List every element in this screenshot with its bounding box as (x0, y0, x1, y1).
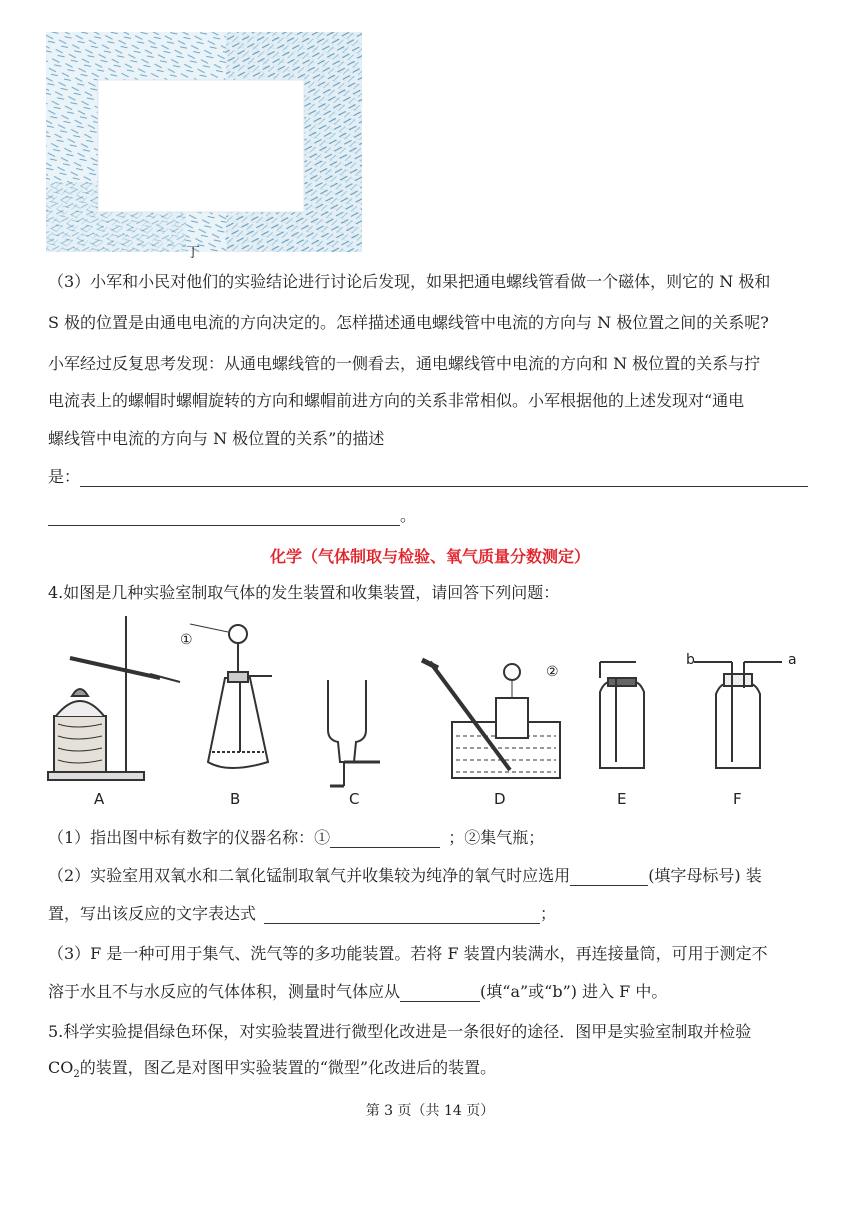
q4-part1-prefix: （1）指出图中标有数字的仪器名称：① (48, 828, 331, 847)
q4-part2-prefix: （2）实验室用双氧水和二氧化锰制取氧气并收集较为纯净的氧气时应选用 (48, 866, 571, 885)
q3-answer-prefix: 是： (48, 467, 81, 486)
q4-part2-line2 (48, 904, 556, 924)
q4-part2-blank[interactable] (570, 869, 648, 886)
page-footer: 第 3 页（共 14 页） (365, 1103, 495, 1119)
apparatus-drawing (40, 612, 820, 812)
q5-line-2 (48, 1058, 496, 1085)
q3-line-1: （3）小军和小民对他们的实验结论进行讨论后发现，如果把通电螺线管看做一个磁体，则它的 N 极和 (48, 272, 771, 291)
apparatus-label-a: A (94, 790, 105, 808)
apparatus-label-e: E (617, 790, 627, 808)
q4-part2-suffix: (填字母标号) 装 (648, 866, 762, 885)
q3-line-4: 电流表上的螺帽时螺帽旋转的方向和螺帽前进方向的关系非常相似。小军根据他的上述发现对“通电 (48, 391, 745, 410)
q3-answer-line-2 (48, 506, 416, 526)
apparatus-f-drawing (694, 662, 782, 768)
apparatus-a-drawing (48, 616, 180, 780)
q3-answer-blank-1[interactable] (80, 470, 808, 487)
q4-part3-line1: （3）F 是一种可用于集气、洗气等的多功能装置。若将 F 装置内装满水，再连接量筒，可用于测定不 (48, 944, 768, 963)
figure-label-ding: 丁 (186, 245, 200, 261)
q5-co: CO (48, 1058, 74, 1077)
section-title: 化学（气体制取与检验、氧气质量分数测定） (269, 547, 590, 566)
q4-part2-equation-blank[interactable] (264, 907, 540, 924)
q4-part2-line2-suffix: ； (540, 904, 557, 923)
q3-answer-line-1 (48, 467, 808, 487)
q4-part3-prefix: 溶于水且不与水反应的气体体积，测量时气体应从 (48, 982, 401, 1001)
q4-part2 (48, 866, 762, 886)
apparatus-label-f: F (733, 790, 742, 808)
q4-part2-line2-prefix: 置，写出该反应的文字表达式 (48, 904, 257, 923)
apparatus-e-drawing (600, 662, 644, 768)
q4-part1-suffix: ；②集气瓶； (448, 828, 545, 847)
q4-part1 (48, 828, 544, 848)
apparatus-c-drawing (328, 680, 380, 786)
tube-label-b: b (686, 652, 695, 668)
iron-filings-figure (46, 32, 362, 261)
q4-part1-blank[interactable] (330, 831, 440, 848)
apparatus-label-d: D (494, 790, 506, 808)
apparatus-d-drawing (422, 660, 560, 778)
q3-answer-blank-2[interactable] (48, 509, 400, 526)
apparatus-figure (40, 612, 820, 812)
q3-line-5: 螺线管中电流的方向与 N 极位置的关系”的描述 (48, 429, 385, 448)
apparatus-label-b: B (230, 790, 241, 808)
q3-line-2: S 极的位置是由通电电流的方向决定的。怎样描述通电螺线管中电流的方向与 N 极位置之间的关系呢? (48, 313, 769, 332)
marker-2: ② (546, 664, 559, 680)
magnetic-field-image (46, 32, 362, 252)
marker-1: ① (180, 632, 193, 648)
apparatus-b-drawing (190, 624, 272, 768)
tube-label-a: a (788, 652, 797, 668)
q4-part3-blank[interactable] (400, 985, 480, 1002)
q3-line-3: 小军经过反复思考发现：从通电螺线管的一侧看去，通电螺线管中电流的方向和 N 极位置的关系与拧 (48, 354, 761, 373)
q5-line-1: 5.科学实验提倡绿色环保，对实验装置进行微型化改进是一条很好的途径．图甲是实验室制取并检验 (48, 1022, 752, 1041)
q4-stem: 4.如图是几种实验室制取气体的发生装置和收集装置，请回答下列问题： (48, 583, 560, 602)
q3-answer-suffix: 。 (400, 506, 417, 525)
q5-line-2-rest: 的装置，图乙是对图甲实验装置的“微型”化改进后的装置。 (79, 1058, 497, 1077)
q4-part3-suffix: (填“a”或“b”) 进入 F 中。 (480, 982, 668, 1001)
apparatus-label-c: C (349, 790, 360, 808)
q5-co-subscript: 2 (73, 1069, 80, 1081)
q4-part3-line2 (48, 982, 667, 1002)
